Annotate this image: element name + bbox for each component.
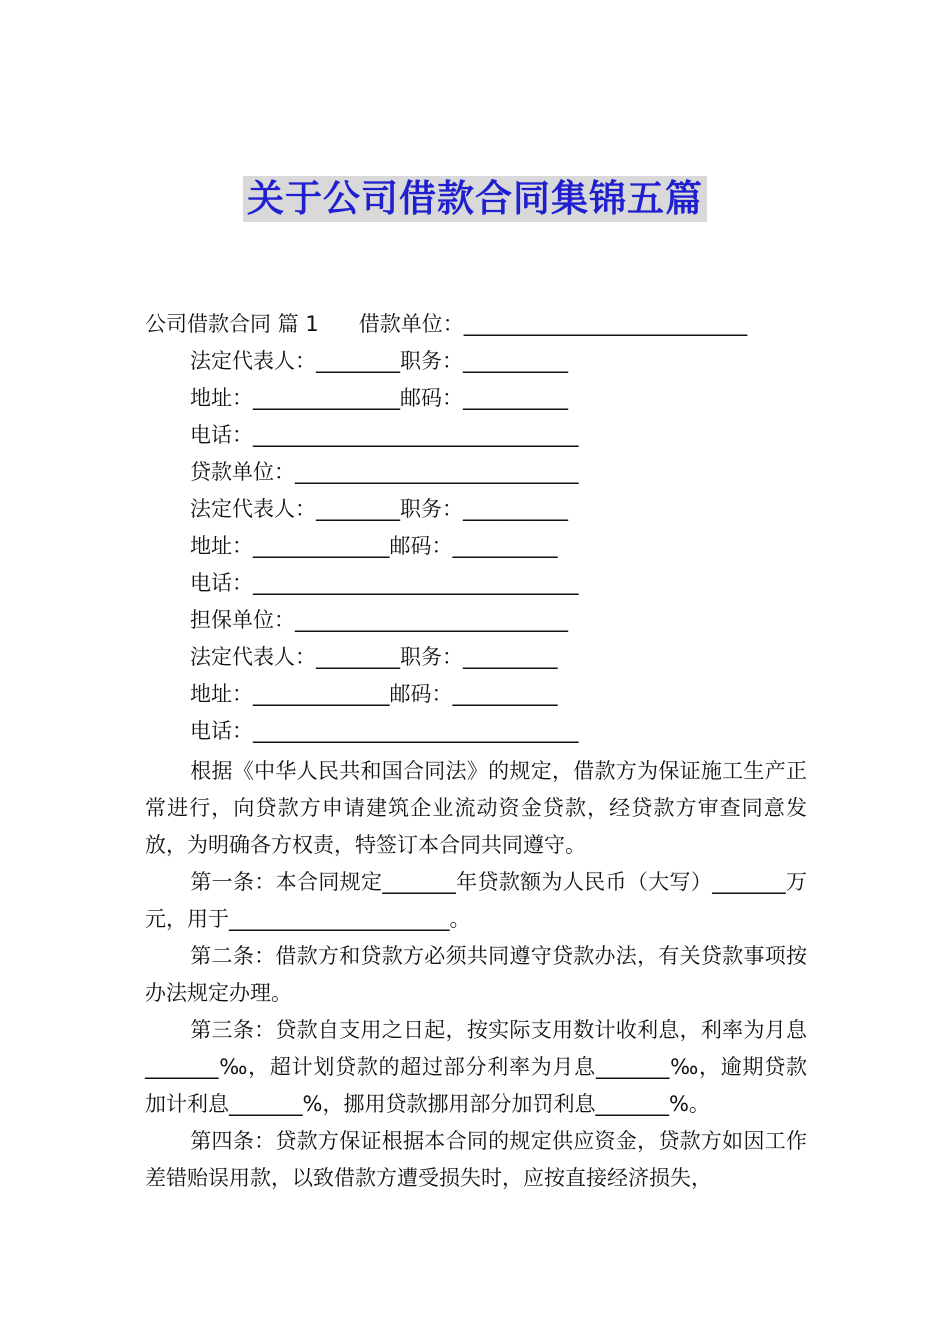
article-1-paragraph	[145, 864, 807, 938]
borrower-address-field: 地址：______________邮码：__________	[190, 386, 568, 410]
lender-address-field: 地址：_____________邮码：__________	[190, 534, 558, 558]
guarantor-legal-rep-field: 法定代表人：________职务：_________	[190, 645, 558, 669]
article-1-text: 第一条：本合同规定_______年贷款额为人民币（大写）_______万元，用于_____________________。	[145, 870, 807, 931]
borrower-legal-rep-field: 法定代表人：________职务：__________	[190, 349, 568, 373]
article-2-text: 第二条：借款方和贷款方必须共同遵守贷款办法，有关贷款事项按办法规定办理。	[145, 944, 807, 1005]
article-3-paragraph	[145, 1012, 807, 1123]
preamble-text: 根据《中华人民共和国合同法》的规定，借款方为保证施工生产正常进行，向贷款方申请建筑企业流动资金贷款，经贷款方审查同意发放，为明确各方权责，特签订本合同共同遵守。	[145, 759, 807, 857]
article-3-text: 第三条：贷款自支用之日起，按实际支用数计收利息，利率为月息_______‰，超计划贷款的超过部分利率为月息_______‰，逾期贷款加计利息_______%，挪用贷款挪用部分加罚利息_______%。	[145, 1018, 807, 1116]
borrower-unit-field: 借款单位：___________________________	[358, 312, 748, 336]
article-2-paragraph	[145, 938, 807, 1012]
title-container	[0, 176, 950, 222]
lender-unit-field: 贷款单位：___________________________	[190, 460, 579, 484]
guarantor-address-field: 地址：_____________邮码：__________	[190, 682, 558, 706]
guarantor-phone-field: 电话：_______________________________	[190, 719, 579, 743]
contract-heading-line	[145, 311, 747, 337]
article-4-paragraph	[145, 1123, 807, 1197]
guarantor-unit-field: 担保单位：__________________________	[190, 608, 568, 632]
article-4-text: 第四条：贷款方保证根据本合同的规定供应资金，贷款方如因工作差错贻误用款，以致借款方遭受损失时，应按直接经济损失，	[145, 1129, 807, 1190]
document-title: 关于公司借款合同集锦五篇	[243, 176, 707, 222]
lender-legal-rep-field: 法定代表人：________职务：__________	[190, 497, 568, 521]
preamble-paragraph	[145, 753, 807, 864]
borrower-phone-field: 电话：_______________________________	[190, 423, 579, 447]
lender-phone-field: 电话：_______________________________	[190, 571, 579, 595]
contract-heading: 公司借款合同 篇 1	[145, 312, 319, 336]
